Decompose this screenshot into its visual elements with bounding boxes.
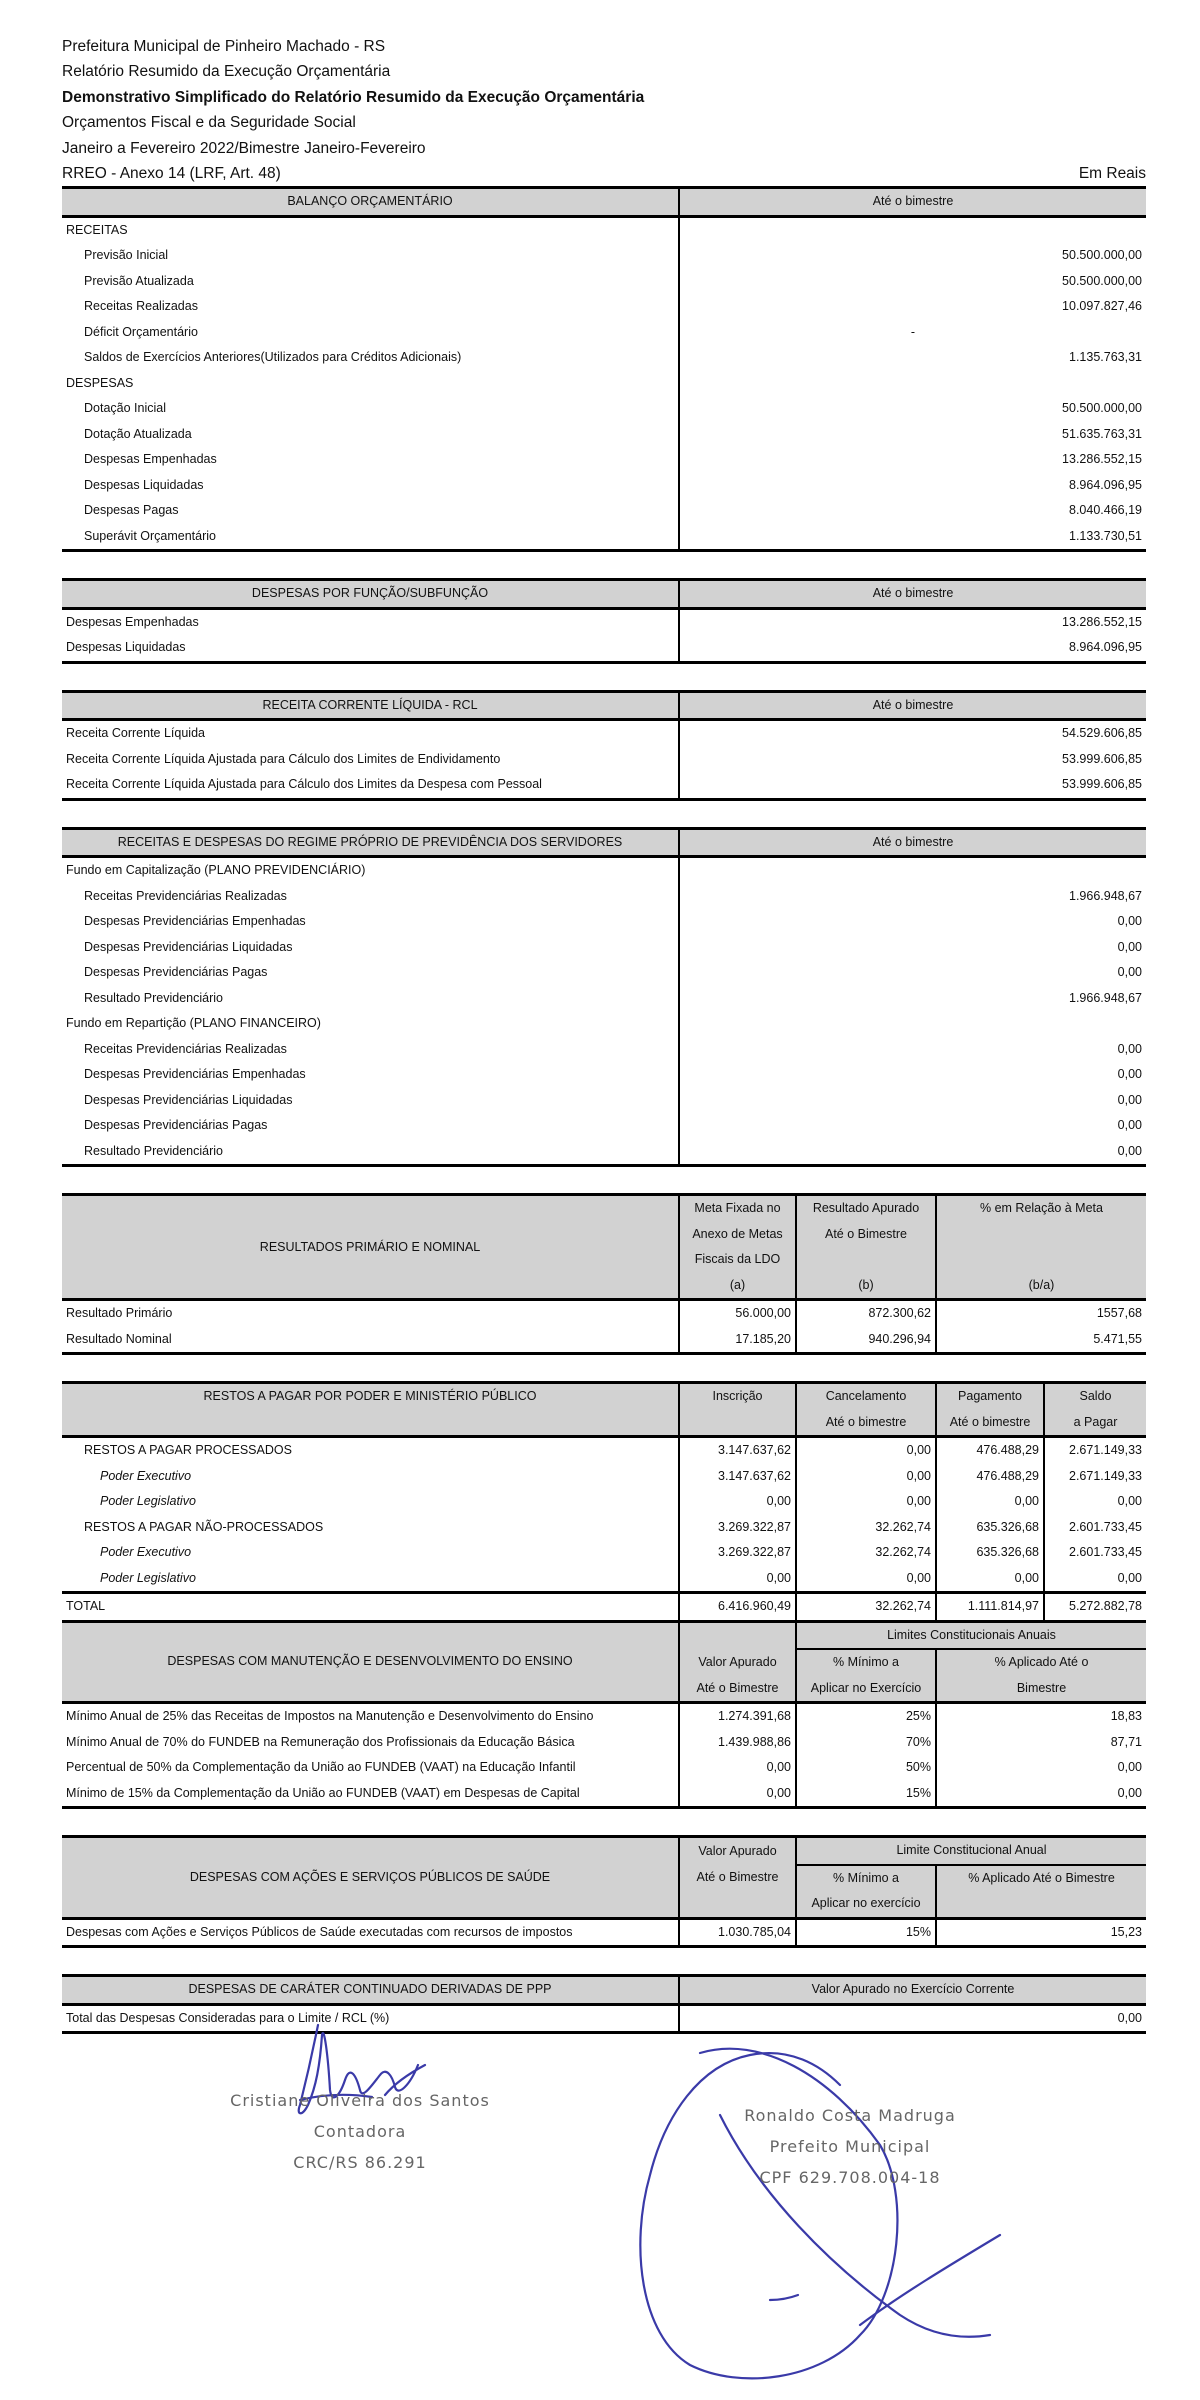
resultados-b: 940.296,94 [796,1327,936,1354]
signature-right-role: Prefeito Municipal [769,2137,931,2156]
resultados-col-a-3: Fiscais da LDO [679,1247,796,1273]
signature-right [690,2100,1010,2193]
resultados-col-a-4: (a) [679,1273,796,1300]
rcl-label: Receita Corrente Líquida Ajustada para Cálculo dos Limites de Endividamento [62,747,679,773]
rpps-fundo2-label: Fundo em Repartição (PLANO FINANCEIRO) [62,1011,679,1037]
ensino-title: DESPESAS COM MANUTENÇÃO E DESENVOLVIMENTO DO ENSINO [62,1621,679,1703]
restos-col-1-b [679,1410,796,1437]
restos-label: Poder Legislativo [62,1566,679,1593]
restos-inscricao: 3.269.322,87 [679,1515,796,1541]
restos-pagamento: 635.326,68 [936,1515,1044,1541]
restos-cancelamento: 32.262,74 [796,1515,936,1541]
receita-label: Previsão Atualizada [62,269,679,295]
rpps-fundo1-row [62,909,1146,935]
rcl-col-header: Até o bimestre [679,691,1146,720]
resultados-label: Resultado Primário [62,1300,679,1327]
ensino-row [62,1703,1146,1730]
funcao-col-header: Até o bimestre [679,580,1146,609]
rcl-value: 53.999.606,85 [1062,777,1142,792]
receita-row [62,243,1146,269]
receita-value: 50.500.000,00 [1062,248,1142,263]
rpps-fundo1-row [62,960,1146,986]
ensino-b: 15% [796,1781,936,1808]
rcl-row [62,747,1146,773]
resultados-title: RESULTADOS PRIMÁRIO E NOMINAL [62,1195,679,1300]
rpps-fundo2-label: Despesas Previdenciárias Empenhadas [62,1062,679,1088]
funcao-title: DESPESAS POR FUNÇÃO/SUBFUNÇÃO [62,580,679,609]
resultados-col-b-3 [796,1247,936,1273]
funcao-value: 8.964.096,95 [1069,640,1142,655]
restos-label: RESTOS A PAGAR NÃO-PROCESSADOS [62,1515,679,1541]
resultados-col-c-2 [936,1222,1146,1248]
rpps-fundo2-row [62,1062,1146,1088]
receitas-label: RECEITAS [62,216,679,243]
rpps-fundo1-label: Despesas Previdenciárias Liquidadas [62,935,679,961]
rpps-fundo2-label: Despesas Previdenciárias Pagas [62,1113,679,1139]
rpps-fundo1-row [62,884,1146,910]
rpps-fundo2-label: Despesas Previdenciárias Liquidadas [62,1088,679,1114]
ppp-title: DESPESAS DE CARÁTER CONTINUADO DERIVADAS DE PPP [62,1976,679,2005]
balanco-col-header: Até o bimestre [679,188,1146,217]
header-report-name: Relatório Resumido da Execução Orçamentária [62,63,391,81]
rpps-fundo1-value: 1.966.948,67 [1069,990,1142,1005]
signature-right-name: Ronaldo Costa Madruga [744,2106,956,2125]
header-annex-row [62,161,1146,186]
ensino-label: Mínimo Anual de 70% do FUNDEB na Remuneração dos Profissionais da Educação Básica [62,1730,679,1756]
receita-label: Previsão Inicial [62,243,679,269]
funcao-label: Despesas Empenhadas [62,608,679,635]
ensino-c: 87,71 [1110,1734,1142,1749]
despesa-value: 1.133.730,51 [1069,528,1142,543]
rpps-col-header: Até o bimestre [679,828,1146,857]
ensino-c: 0,00 [1117,1760,1142,1775]
funcao-row [62,635,1146,662]
despesa-label: Despesas Pagas [62,498,679,524]
resultados-row [62,1327,1146,1354]
rpps-fundo1-row [62,986,1146,1012]
resultados-col-b-4: (b) [796,1273,936,1300]
signature-left-role: Contadora [313,2122,407,2141]
ensino-table [62,1620,1146,1810]
restos-col-4-b: a Pagar [1044,1410,1146,1437]
restos-col-2-b: Até o bimestre [796,1410,936,1437]
resultados-c: 5.471,55 [1093,1331,1142,1346]
resultados-row [62,1300,1146,1327]
restos-row [62,1489,1146,1515]
resultados-col-a-2: Anexo de Metas [679,1222,796,1248]
funcao-value: 13.286.552,15 [1062,614,1142,629]
saude-a: 1.030.785,04 [679,1918,796,1947]
restos-row [62,1566,1146,1593]
ensino-b: 70% [796,1730,936,1756]
rpps-fundo1-label: Despesas Previdenciárias Pagas [62,960,679,986]
restos-inscricao: 3.269.322,87 [679,1540,796,1566]
rpps-fundo1-label: Receitas Previdenciárias Realizadas [62,884,679,910]
restos-inscricao: 3.147.637,62 [679,1464,796,1490]
header-period: Janeiro a Fevereiro 2022/Bimestre Janeiro-Fevereiro [62,139,426,157]
saude-col-b-2: Aplicar no exercício [796,1891,936,1918]
ensino-row [62,1755,1146,1781]
rpps-fundo2-row [62,1139,1146,1166]
receita-value: 50.500.000,00 [1062,273,1142,288]
rpps-fundo1-value: 1.966.948,67 [1069,888,1142,903]
header-currency: Em Reais [1078,164,1146,182]
receita-value: 10.097.827,46 [1062,299,1142,314]
funcao-label: Despesas Liquidadas [62,635,679,662]
receita-label: Saldos de Exercícios Anteriores(Utilizados para Créditos Adicionais) [62,345,679,371]
header-municipality: Prefeitura Municipal de Pinheiro Machado - RS [62,38,386,55]
ensino-b: 50% [796,1755,936,1781]
restos-saldo: 2.671.149,33 [1069,1443,1142,1458]
restos-cancelamento: 0,00 [796,1464,936,1490]
signature-right-cpf: CPF 629.708.004-18 [759,2168,941,2187]
rpps-fundo1-value: 0,00 [1117,965,1142,980]
restos-inscricao: 3.147.637,62 [679,1437,796,1464]
restos-title: RESTOS A PAGAR POR PODER E MINISTÉRIO PÚBLICO [62,1383,679,1437]
ppp-value: 0,00 [1117,2010,1142,2025]
rpps-fundo2-value: 0,00 [1117,1067,1142,1082]
despesa-label: Despesas Liquidadas [62,473,679,499]
resultados-col-c-4: (b/a) [936,1273,1146,1300]
restos-label: RESTOS A PAGAR PROCESSADOS [62,1437,679,1464]
saude-col-a-1: Valor Apurado [679,1837,796,1865]
restos-total-saldo: 5.272.882,78 [1044,1593,1146,1620]
resultados-col-b-2: Até o Bimestre [796,1222,936,1248]
restos-total-cancelamento: 32.262,74 [796,1593,936,1620]
saude-table [62,1835,1146,1948]
ensino-label: Mínimo de 15% da Complementação da União ao FUNDEB (VAAT) em Despesas de Capital [62,1781,679,1808]
rpps-table [62,827,1146,1168]
restos-inscricao: 0,00 [679,1566,796,1593]
receita-value: - [910,324,916,339]
handwritten-signatures [0,1995,1200,2395]
despesa-label: Dotação Inicial [62,396,679,422]
restos-col-3-b: Até o bimestre [936,1410,1044,1437]
restos-row [62,1515,1146,1541]
ensino-col-a-2: Até o Bimestre [679,1676,796,1703]
despesa-row [62,447,1146,473]
rpps-fundo1-label: Despesas Previdenciárias Empenhadas [62,909,679,935]
rcl-label: Receita Corrente Líquida Ajustada para Cálculo dos Limites da Despesa com Pessoal [62,772,679,799]
ensino-b: 25% [796,1703,936,1730]
restos-row [62,1464,1146,1490]
saude-c: 15,23 [1110,1924,1142,1939]
saude-col-a-2: Até o Bimestre [679,1865,796,1892]
despesa-label: Dotação Atualizada [62,422,679,448]
rpps-fundo2-row [62,1037,1146,1063]
despesa-row [62,498,1146,524]
report-page [62,34,1146,2034]
receita-value: 1.135.763,31 [1069,350,1142,365]
ensino-col-a-1: Valor Apurado [679,1649,796,1676]
rpps-fundo2-row [62,1088,1146,1114]
rpps-fundo2-label: Receitas Previdenciárias Realizadas [62,1037,679,1063]
rcl-title: RECEITA CORRENTE LÍQUIDA - RCL [62,691,679,720]
restos-cancelamento: 0,00 [796,1437,936,1464]
rpps-fundo1-row [62,935,1146,961]
restos-pagamento: 635.326,68 [936,1540,1044,1566]
restos-saldo: 0,00 [1117,1570,1142,1585]
resultados-a: 56.000,00 [679,1300,796,1327]
ensino-c: 18,83 [1110,1709,1142,1724]
despesa-row [62,524,1146,551]
resultados-c: 1557,68 [1096,1306,1142,1321]
rcl-table [62,690,1146,801]
despesa-row [62,396,1146,422]
saude-b: 15% [796,1918,936,1947]
receita-row [62,320,1146,346]
rcl-label: Receita Corrente Líquida [62,720,679,747]
rcl-value: 53.999.606,85 [1062,751,1142,766]
saude-col-b-1: % Mínimo a [796,1865,936,1892]
receita-row [62,269,1146,295]
restos-inscricao: 0,00 [679,1489,796,1515]
signature-left [210,2085,510,2178]
rcl-value: 54.529.606,85 [1062,726,1142,741]
rpps-fundo2-row [62,1113,1146,1139]
restos-pagamento: 476.488,29 [936,1437,1044,1464]
rpps-fundo1-label: Fundo em Capitalização (PLANO PREVIDENCIÁRIO) [62,857,679,884]
restos-col-3-a: Pagamento [936,1383,1044,1410]
rpps-fundo2-value: 0,00 [1117,1143,1142,1158]
ensino-col-c-1: % Aplicado Até o [936,1649,1146,1676]
restos-row [62,1540,1146,1566]
restos-col-4-a: Saldo [1044,1383,1146,1410]
despesa-label: Superávit Orçamentário [62,524,679,551]
saude-label: Despesas com Ações e Serviços Públicos de Saúde executadas com recursos de impostos [62,1918,679,1947]
balanco-title: BALANÇO ORÇAMENTÁRIO [62,188,679,217]
rpps-fundo2-label: Resultado Previdenciário [62,1139,679,1166]
ensino-row [62,1781,1146,1808]
despesa-row [62,422,1146,448]
restos-saldo: 2.601.733,45 [1069,1545,1142,1560]
resultados-a: 17.185,20 [679,1327,796,1354]
ensino-label: Percentual de 50% da Complementação da União ao FUNDEB (VAAT) na Educação Infantil [62,1755,679,1781]
restos-saldo: 2.671.149,33 [1069,1468,1142,1483]
resultados-table [62,1193,1146,1355]
restos-label: Poder Executivo [62,1540,679,1566]
despesa-label: Despesas Empenhadas [62,447,679,473]
restos-col-2-a: Cancelamento [796,1383,936,1410]
rpps-fundo2-value: 0,00 [1117,1041,1142,1056]
ppp-col-header: Valor Apurado no Exercício Corrente [679,1976,1146,2005]
saude-row [62,1918,1146,1947]
rpps-title: RECEITAS E DESPESAS DO REGIME PRÓPRIO DE PREVIDÊNCIA DOS SERVIDORES [62,828,679,857]
funcao-row [62,608,1146,635]
rpps-fundo2-value: 0,00 [1117,1092,1142,1107]
resultados-col-a-1: Meta Fixada no [679,1195,796,1222]
ensino-a: 1.439.988,86 [679,1730,796,1756]
restos-label: Poder Executivo [62,1464,679,1490]
restos-cancelamento: 0,00 [796,1566,936,1593]
signature-left-crc: CRC/RS 86.291 [293,2153,427,2172]
restos-pagamento: 476.488,29 [936,1464,1044,1490]
despesa-value: 50.500.000,00 [1062,401,1142,416]
receita-row [62,345,1146,371]
restos-total-pagamento: 1.111.814,97 [936,1593,1044,1620]
despesas-label: DESPESAS [62,371,679,397]
rpps-fundo1-value: 0,00 [1117,914,1142,929]
rpps-fundo1-value: 0,00 [1117,939,1142,954]
saude-limite: Limite Constitucional Anual [796,1837,1146,1865]
rcl-row [62,772,1146,799]
rcl-row [62,720,1146,747]
header-report-title: Demonstrativo Simplificado do Relatório Resumido da Execução Orçamentária [62,88,645,106]
receita-label: Receitas Realizadas [62,294,679,320]
despesa-value: 8.040.466,19 [1069,503,1142,518]
restos-saldo: 2.601.733,45 [1069,1519,1142,1534]
resultados-b: 872.300,62 [796,1300,936,1327]
restos-cancelamento: 32.262,74 [796,1540,936,1566]
ensino-col-c-2: Bimestre [936,1676,1146,1703]
ensino-a: 0,00 [679,1781,796,1808]
ensino-a: 0,00 [679,1755,796,1781]
header-annex: RREO - Anexo 14 (LRF, Art. 48) [62,164,281,182]
restos-pagamento: 0,00 [936,1566,1044,1593]
restos-row [62,1437,1146,1464]
saude-col-c: % Aplicado Até o Bimestre [936,1865,1146,1892]
header-budgets: Orçamentos Fiscal e da Seguridade Social [62,114,356,132]
ensino-c: 0,00 [1117,1785,1142,1800]
restos-col-1-a: Inscrição [679,1383,796,1410]
ensino-label: Mínimo Anual de 25% das Receitas de Impostos na Manutenção e Desenvolvimento do Ensino [62,1703,679,1730]
ppp-label: Total das Despesas Consideradas para o Limite / RCL (%) [62,2004,679,2033]
resultados-col-b-1: Resultado Apurado [796,1195,936,1222]
resultados-label: Resultado Nominal [62,1327,679,1354]
ensino-a: 1.274.391,68 [679,1703,796,1730]
ensino-limites: Limites Constitucionais Anuais [796,1621,1146,1649]
receita-label: Déficit Orçamentário [62,320,679,346]
report-header [62,34,1146,186]
signatures-area [0,1995,1200,2395]
rpps-fundo2-value: 0,00 [1117,1118,1142,1133]
restos-label: Poder Legislativo [62,1489,679,1515]
saude-title: DESPESAS COM AÇÕES E SERVIÇOS PÚBLICOS DE SAÚDE [62,1837,679,1919]
restos-total-label: TOTAL [62,1593,679,1620]
restos-total-row [62,1593,1146,1620]
restos-table [62,1381,1146,1620]
despesa-value: 51.635.763,31 [1062,426,1142,441]
receita-row [62,294,1146,320]
resultados-col-c-3 [936,1247,1146,1273]
balanco-table [62,186,1146,552]
ensino-col-b-2: Aplicar no Exercício [796,1676,936,1703]
resultados-col-c-1: % em Relação à Meta [936,1195,1146,1222]
rpps-fundo1-label: Resultado Previdenciário [62,986,679,1012]
restos-saldo: 0,00 [1117,1494,1142,1509]
ensino-col-b-1: % Mínimo a [796,1649,936,1676]
despesa-value: 8.964.096,95 [1069,477,1142,492]
restos-pagamento: 0,00 [936,1489,1044,1515]
restos-cancelamento: 0,00 [796,1489,936,1515]
ensino-row [62,1730,1146,1756]
funcao-table [62,578,1146,664]
signature-left-name: Cristiane Oliveira dos Santos [230,2091,490,2110]
restos-total-inscricao: 6.416.960,49 [679,1593,796,1620]
despesa-row [62,473,1146,499]
despesa-value: 13.286.552,15 [1062,452,1142,467]
